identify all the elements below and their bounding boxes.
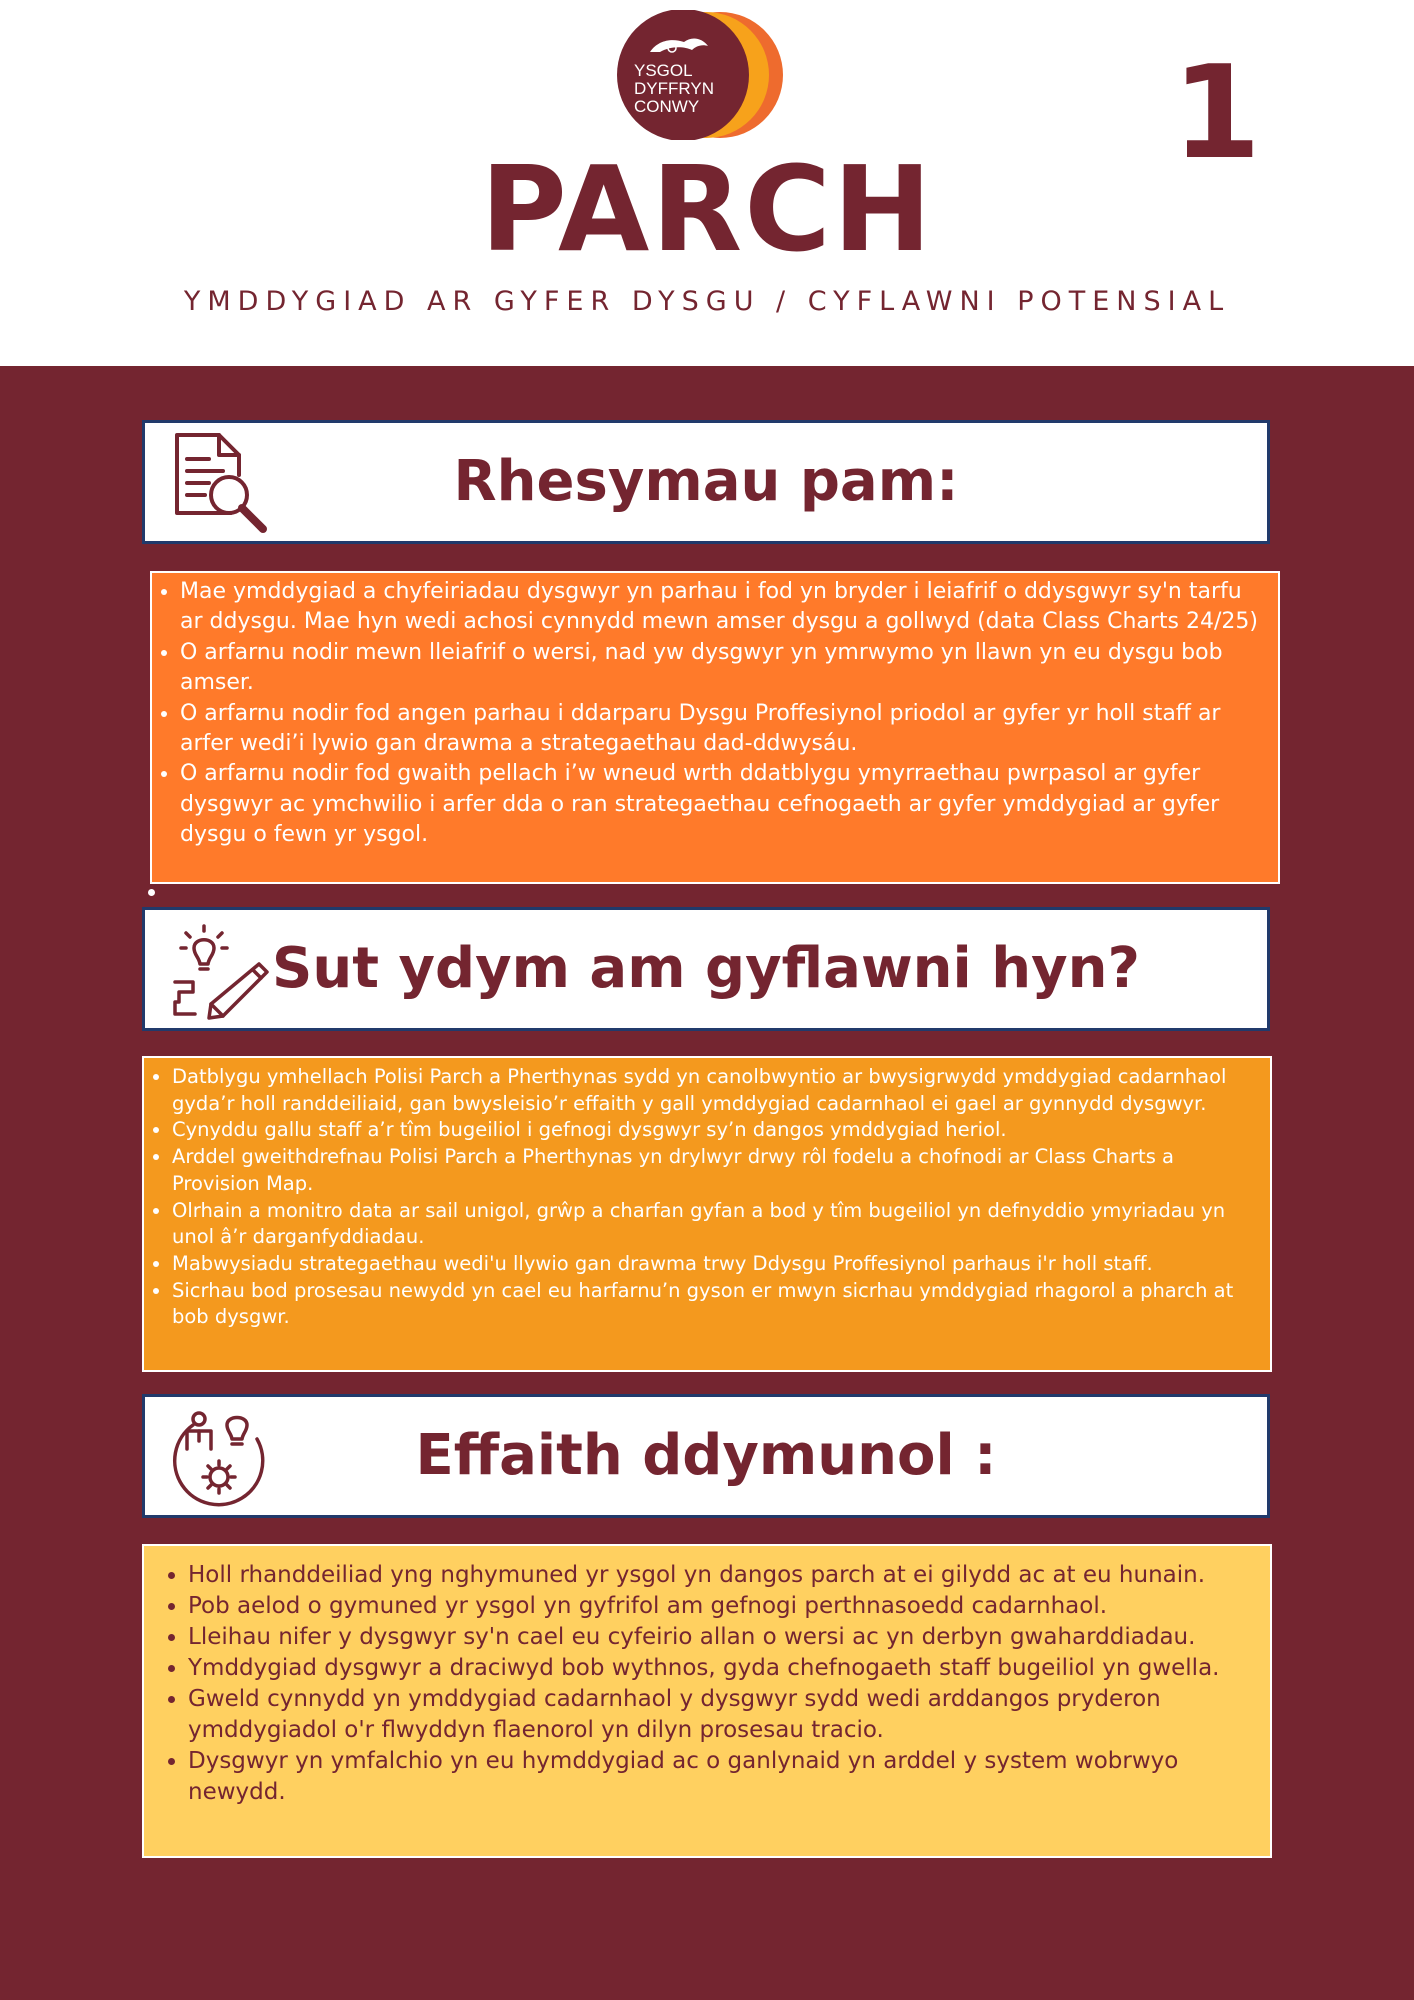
impact-list [158,1560,1250,1808]
list-item: • Dysgwyr yn ymfalchio yn eu hymddygiad ac o ganlynaid yn arddel y system wobrwyo newydd. [188,1746,1250,1808]
logo-line-3: CONWY [634,97,700,116]
page-header [0,0,1414,366]
section-header-impact [142,1394,1270,1518]
list-item: • Pob aelod o gymuned yr ysgol yn gyfrifol am gefnogi perthnasoedd cadarnhaol. [188,1591,1250,1622]
reasons-list-box [150,571,1280,884]
list-item: • Olrhain a monitro data ar sail unigol, grŵp a charfan gyfan a bod y tîm bugeiliol yn defnyddio ymyriadau yn unol â’r darganfyddiadau. [172,1198,1262,1251]
actions-list-box [142,1056,1272,1372]
list-item: • Arddel gweithdrefnau Polisi Parch a Pherthynas yn drylwyr drwy rôl fodelu a chofnodi ar Class Charts a Provision Map. [172,1144,1262,1197]
impact-list-box [142,1544,1272,1858]
list-item: • O arfarnu nodir fod gwaith pellach i’w wneud wrth ddatblygu ymyrraethau pwrpasol ar gyfer dysgwyr ac ymchwilio i arfer dda o ran strategaethau cefnogaeth ar gyfer ymddygiad ar gyfer dysgu o fewn yr ysgol. [180,759,1258,850]
list-item: • Mae ymddygiad a chyfeiriadau dysgwyr yn parhau i fod yn bryder i leiafrif o ddysgwyr sy'n tarfu ar ddysgu. Mae hyn wedi achosi cynnydd mewn amser dysgu a gollwyd (data Class Charts 24/25) [180,577,1258,638]
logo-line-1: YSGOL [634,61,693,80]
section-heading-how: Sut ydym am gyflawni hyn? [272,936,1140,1001]
list-item: • Datblygu ymhellach Polisi Parch a Pherthynas sydd yn canolbwyntio ar bwysigrwydd ymddygiad cadarnhaol gyda’r holl randdeiliaid, gan bwysleisio’r effaith y gall ymddygiad cadarnhaol ei gael ar gynnydd dysgwyr. [172,1064,1262,1117]
list-item: • Gweld cynnydd yn ymddygiad cadarnhaol y dysgwyr sydd wedi arddangos pryderon ymddygiadol o'r flwyddyn flaenorol yn dilyn prosesau tracio. [188,1684,1250,1746]
section-header-reasons [142,420,1270,544]
list-item: • O arfarnu nodir mewn lleiafrif o wersi, nad yw dysgwyr yn ymrwymo yn llawn yn eu dysgu bob amser. [180,638,1258,699]
list-item: • Lleihau nifer y dysgwyr sy'n cael eu cyfeirio allan o wersi ac yn derbyn gwaharddiadau. [188,1622,1250,1653]
section-header-how [142,907,1270,1031]
list-item: • Ymddygiad dysgwyr a draciwyd bob wythnos, gyda chefnogaeth staff bugeiliol yn gwella. [188,1653,1250,1684]
actions-list [146,1064,1262,1331]
page-subtitle: YMDDYGIAD AR GYFER DYSGU / CYFLAWNI POTENSIAL [183,286,1231,317]
empty-bullet [148,889,155,896]
list-item: • Cynyddu gallu staff a’r tîm bugeiliol i gefnogi dysgwyr sy’n dangos ymddygiad heriol. [172,1117,1262,1144]
list-item: • O arfarnu nodir fod angen parhau i ddarparu Dysgu Proffesiynol priodol ar gyfer yr holl staff ar arfer wedi’i lywio gan drawma a strategaethau dad-ddwysáu. [180,699,1258,760]
section-heading-impact: Effaith ddymunol : [415,1423,997,1488]
logo-line-2: DYFFRYN [634,79,714,98]
section-heading-reasons: Rhesymau pam: [453,449,959,514]
school-logo [606,10,790,140]
list-item: • Sicrhau bod prosesau newydd yn cael eu harfarnu’n gyson er mwyn sicrhau ymddygiad rhagorol a pharch at bob dysgwr. [172,1278,1262,1331]
reasons-list [154,577,1258,851]
page-number: 1 [1171,39,1261,188]
list-item: • Holl rhanddeiliad yng nghymuned yr ysgol yn dangos parch at ei gilydd ac at eu hunain. [188,1560,1250,1591]
list-item: • Mabwysiadu strategaethau wedi'u llywio gan drawma trwy Ddysgu Proffesiynol parhaus i'r holl staff. [172,1251,1262,1278]
page-title: PARCH [480,140,934,278]
